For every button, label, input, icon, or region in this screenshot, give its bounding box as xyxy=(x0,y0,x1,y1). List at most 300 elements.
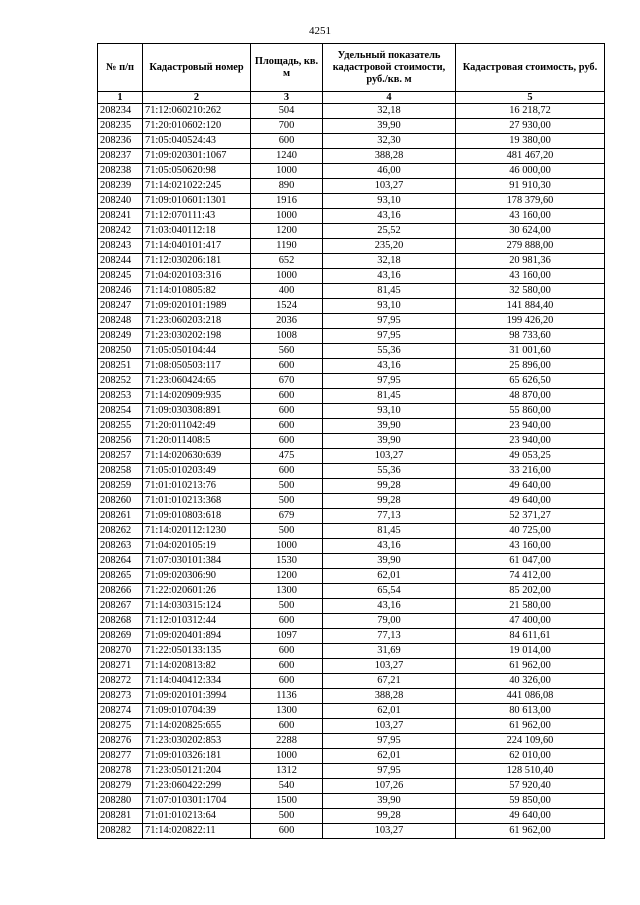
cell-cadastral-value: 23 940,00 xyxy=(456,434,605,449)
cell-row-number: 208237 xyxy=(98,149,143,164)
cell-cadastral-value: 57 920,40 xyxy=(456,779,605,794)
cell-cadastral-value: 61 962,00 xyxy=(456,659,605,674)
cell-area: 1300 xyxy=(251,704,323,719)
cell-cadastral-value: 40 326,00 xyxy=(456,674,605,689)
cell-cadastral-number: 71:05:050104:44 xyxy=(143,344,251,359)
table-row xyxy=(98,149,605,164)
cell-cadastral-number: 71:05:040524:43 xyxy=(143,134,251,149)
cell-specific-value: 43,16 xyxy=(323,209,456,224)
cell-row-number: 208238 xyxy=(98,164,143,179)
cell-area: 560 xyxy=(251,344,323,359)
table-row xyxy=(98,659,605,674)
cell-row-number: 208260 xyxy=(98,494,143,509)
cell-cadastral-value: 55 860,00 xyxy=(456,404,605,419)
cell-row-number: 208280 xyxy=(98,794,143,809)
cell-area: 2036 xyxy=(251,314,323,329)
cell-cadastral-number: 71:09:020101:1989 xyxy=(143,299,251,314)
table-row xyxy=(98,764,605,779)
cell-cadastral-number: 71:01:010213:76 xyxy=(143,479,251,494)
header-row-number: № п/п xyxy=(98,44,143,92)
cell-specific-value: 39,90 xyxy=(323,794,456,809)
cell-specific-value: 62,01 xyxy=(323,569,456,584)
cell-area: 600 xyxy=(251,404,323,419)
cell-specific-value: 97,95 xyxy=(323,329,456,344)
cell-specific-value: 388,28 xyxy=(323,149,456,164)
cell-area: 600 xyxy=(251,644,323,659)
cell-specific-value: 97,95 xyxy=(323,314,456,329)
cell-row-number: 208249 xyxy=(98,329,143,344)
table-row xyxy=(98,719,605,734)
cell-cadastral-number: 71:14:030315:124 xyxy=(143,599,251,614)
cell-row-number: 208282 xyxy=(98,824,143,839)
cell-specific-value: 62,01 xyxy=(323,704,456,719)
cell-cadastral-number: 71:14:020909:935 xyxy=(143,389,251,404)
table-row xyxy=(98,179,605,194)
cell-specific-value: 77,13 xyxy=(323,629,456,644)
cell-row-number: 208242 xyxy=(98,224,143,239)
table-row xyxy=(98,734,605,749)
cell-area: 600 xyxy=(251,419,323,434)
cell-specific-value: 32,30 xyxy=(323,134,456,149)
cell-area: 1000 xyxy=(251,539,323,554)
table-row xyxy=(98,134,605,149)
cell-row-number: 208262 xyxy=(98,524,143,539)
cell-row-number: 208257 xyxy=(98,449,143,464)
cell-cadastral-value: 279 888,00 xyxy=(456,239,605,254)
cell-cadastral-number: 71:09:020301:1067 xyxy=(143,149,251,164)
cell-row-number: 208263 xyxy=(98,539,143,554)
cell-cadastral-value: 16 218,72 xyxy=(456,104,605,119)
cell-row-number: 208253 xyxy=(98,389,143,404)
cell-cadastral-value: 49 053,25 xyxy=(456,449,605,464)
header-area: Площадь, кв. м xyxy=(251,44,323,92)
cell-specific-value: 77,13 xyxy=(323,509,456,524)
cell-specific-value: 97,95 xyxy=(323,764,456,779)
cell-cadastral-value: 46 000,00 xyxy=(456,164,605,179)
cell-cadastral-value: 74 412,00 xyxy=(456,569,605,584)
cell-specific-value: 55,36 xyxy=(323,344,456,359)
cadastral-value-table xyxy=(97,43,605,839)
cell-specific-value: 388,28 xyxy=(323,689,456,704)
cell-cadastral-number: 71:04:020105:19 xyxy=(143,539,251,554)
table-row xyxy=(98,824,605,839)
table-row xyxy=(98,404,605,419)
cell-area: 600 xyxy=(251,674,323,689)
cell-specific-value: 103,27 xyxy=(323,179,456,194)
cell-specific-value: 97,95 xyxy=(323,734,456,749)
cell-cadastral-number: 71:22:020601:26 xyxy=(143,584,251,599)
table-row xyxy=(98,539,605,554)
header-specific-value: Удельный показатель кадастровой стоимости, руб./кв. м xyxy=(323,44,456,92)
cell-cadastral-number: 71:14:020825:655 xyxy=(143,719,251,734)
cell-specific-value: 39,90 xyxy=(323,554,456,569)
cell-cadastral-number: 71:08:050503:117 xyxy=(143,359,251,374)
cell-specific-value: 235,20 xyxy=(323,239,456,254)
cell-cadastral-number: 71:14:020822:11 xyxy=(143,824,251,839)
cell-area: 1200 xyxy=(251,569,323,584)
cell-row-number: 208267 xyxy=(98,599,143,614)
column-index: 5 xyxy=(456,92,605,104)
cell-cadastral-number: 71:09:030308:891 xyxy=(143,404,251,419)
cell-row-number: 208247 xyxy=(98,299,143,314)
cell-area: 500 xyxy=(251,494,323,509)
cell-specific-value: 55,36 xyxy=(323,464,456,479)
column-index: 3 xyxy=(251,92,323,104)
cell-specific-value: 25,52 xyxy=(323,224,456,239)
cell-cadastral-value: 61 047,00 xyxy=(456,554,605,569)
cell-specific-value: 79,00 xyxy=(323,614,456,629)
cell-area: 600 xyxy=(251,434,323,449)
cell-specific-value: 46,00 xyxy=(323,164,456,179)
table-body xyxy=(98,104,605,839)
table-row xyxy=(98,674,605,689)
table-row xyxy=(98,749,605,764)
cell-area: 500 xyxy=(251,524,323,539)
cell-cadastral-value: 19 380,00 xyxy=(456,134,605,149)
cell-cadastral-value: 25 896,00 xyxy=(456,359,605,374)
table-row xyxy=(98,329,605,344)
cell-row-number: 208254 xyxy=(98,404,143,419)
cell-cadastral-value: 47 400,00 xyxy=(456,614,605,629)
cell-cadastral-number: 71:20:011042:49 xyxy=(143,419,251,434)
cell-cadastral-number: 71:23:030202:853 xyxy=(143,734,251,749)
cell-specific-value: 103,27 xyxy=(323,449,456,464)
cell-row-number: 208234 xyxy=(98,104,143,119)
cell-cadastral-value: 61 962,00 xyxy=(456,824,605,839)
table-row xyxy=(98,449,605,464)
cell-specific-value: 81,45 xyxy=(323,389,456,404)
cell-area: 1300 xyxy=(251,584,323,599)
table-row xyxy=(98,239,605,254)
table-row xyxy=(98,299,605,314)
table-row xyxy=(98,389,605,404)
cell-area: 600 xyxy=(251,659,323,674)
cell-row-number: 208279 xyxy=(98,779,143,794)
column-index: 2 xyxy=(143,92,251,104)
cell-row-number: 208281 xyxy=(98,809,143,824)
cell-row-number: 208236 xyxy=(98,134,143,149)
cell-cadastral-value: 27 930,00 xyxy=(456,119,605,134)
cell-cadastral-number: 71:23:060422:299 xyxy=(143,779,251,794)
cell-area: 500 xyxy=(251,809,323,824)
table-row xyxy=(98,644,605,659)
cell-specific-value: 103,27 xyxy=(323,824,456,839)
cell-specific-value: 99,28 xyxy=(323,494,456,509)
cell-area: 1190 xyxy=(251,239,323,254)
cell-cadastral-value: 40 725,00 xyxy=(456,524,605,539)
cell-specific-value: 32,18 xyxy=(323,254,456,269)
table-row xyxy=(98,779,605,794)
cell-cadastral-number: 71:09:010704:39 xyxy=(143,704,251,719)
cell-cadastral-number: 71:12:060210:262 xyxy=(143,104,251,119)
cell-area: 540 xyxy=(251,779,323,794)
cell-row-number: 208272 xyxy=(98,674,143,689)
cell-row-number: 208239 xyxy=(98,179,143,194)
cell-row-number: 208265 xyxy=(98,569,143,584)
cell-area: 500 xyxy=(251,479,323,494)
table-row xyxy=(98,464,605,479)
column-index-row xyxy=(98,92,605,104)
cell-area: 652 xyxy=(251,254,323,269)
cell-row-number: 208258 xyxy=(98,464,143,479)
cell-cadastral-value: 31 001,60 xyxy=(456,344,605,359)
cell-row-number: 208251 xyxy=(98,359,143,374)
table-row xyxy=(98,704,605,719)
cell-cadastral-value: 52 371,27 xyxy=(456,509,605,524)
table-row xyxy=(98,509,605,524)
cell-cadastral-value: 128 510,40 xyxy=(456,764,605,779)
table-row xyxy=(98,209,605,224)
table-row xyxy=(98,164,605,179)
cell-cadastral-number: 71:01:010213:64 xyxy=(143,809,251,824)
cell-specific-value: 43,16 xyxy=(323,269,456,284)
cell-cadastral-value: 481 467,20 xyxy=(456,149,605,164)
cell-area: 1136 xyxy=(251,689,323,704)
cell-cadastral-value: 441 086,08 xyxy=(456,689,605,704)
cell-area: 1008 xyxy=(251,329,323,344)
cell-area: 600 xyxy=(251,389,323,404)
cell-cadastral-number: 71:01:010213:368 xyxy=(143,494,251,509)
cell-cadastral-number: 71:14:020112:1230 xyxy=(143,524,251,539)
cell-row-number: 208256 xyxy=(98,434,143,449)
cell-cadastral-value: 65 626,50 xyxy=(456,374,605,389)
cell-specific-value: 103,27 xyxy=(323,659,456,674)
cell-row-number: 208270 xyxy=(98,644,143,659)
table-row xyxy=(98,614,605,629)
cell-cadastral-value: 20 981,36 xyxy=(456,254,605,269)
cell-cadastral-value: 84 611,61 xyxy=(456,629,605,644)
cell-cadastral-number: 71:09:020401:894 xyxy=(143,629,251,644)
cell-cadastral-value: 91 910,30 xyxy=(456,179,605,194)
cell-cadastral-value: 43 160,00 xyxy=(456,539,605,554)
table-row xyxy=(98,359,605,374)
cell-row-number: 208252 xyxy=(98,374,143,389)
cell-specific-value: 65,54 xyxy=(323,584,456,599)
cell-cadastral-value: 61 962,00 xyxy=(456,719,605,734)
cell-cadastral-number: 71:23:050121:204 xyxy=(143,764,251,779)
cell-area: 670 xyxy=(251,374,323,389)
table-row xyxy=(98,479,605,494)
cell-row-number: 208240 xyxy=(98,194,143,209)
table-row xyxy=(98,599,605,614)
cell-area: 504 xyxy=(251,104,323,119)
cell-cadastral-value: 30 624,00 xyxy=(456,224,605,239)
cell-cadastral-number: 71:14:040412:334 xyxy=(143,674,251,689)
table-row xyxy=(98,569,605,584)
cell-cadastral-value: 62 010,00 xyxy=(456,749,605,764)
cell-cadastral-number: 71:09:020306:90 xyxy=(143,569,251,584)
cell-cadastral-value: 80 613,00 xyxy=(456,704,605,719)
cell-area: 600 xyxy=(251,359,323,374)
cell-area: 1524 xyxy=(251,299,323,314)
cell-specific-value: 93,10 xyxy=(323,404,456,419)
cell-cadastral-value: 49 640,00 xyxy=(456,479,605,494)
cell-area: 1000 xyxy=(251,209,323,224)
cell-cadastral-number: 71:14:020630:639 xyxy=(143,449,251,464)
cell-area: 1916 xyxy=(251,194,323,209)
cell-specific-value: 43,16 xyxy=(323,599,456,614)
cell-area: 1097 xyxy=(251,629,323,644)
table-header-row xyxy=(98,44,605,92)
cell-row-number: 208261 xyxy=(98,509,143,524)
cell-row-number: 208241 xyxy=(98,209,143,224)
table-row xyxy=(98,374,605,389)
cell-specific-value: 81,45 xyxy=(323,524,456,539)
cell-cadastral-number: 71:05:050620:98 xyxy=(143,164,251,179)
cell-specific-value: 67,21 xyxy=(323,674,456,689)
cell-area: 600 xyxy=(251,464,323,479)
cell-row-number: 208245 xyxy=(98,269,143,284)
cell-specific-value: 103,27 xyxy=(323,719,456,734)
table-row xyxy=(98,524,605,539)
cell-specific-value: 99,28 xyxy=(323,479,456,494)
cell-area: 475 xyxy=(251,449,323,464)
table-row xyxy=(98,689,605,704)
table-row xyxy=(98,194,605,209)
cell-row-number: 208274 xyxy=(98,704,143,719)
cell-cadastral-number: 71:09:010326:181 xyxy=(143,749,251,764)
cell-cadastral-value: 178 379,60 xyxy=(456,194,605,209)
table-row xyxy=(98,584,605,599)
cell-row-number: 208259 xyxy=(98,479,143,494)
cell-cadastral-number: 71:23:060203:218 xyxy=(143,314,251,329)
cell-row-number: 208276 xyxy=(98,734,143,749)
cell-row-number: 208273 xyxy=(98,689,143,704)
cell-area: 1240 xyxy=(251,149,323,164)
cell-specific-value: 43,16 xyxy=(323,359,456,374)
header-cadastral-number: Кадастровый номер xyxy=(143,44,251,92)
cell-area: 600 xyxy=(251,134,323,149)
cell-specific-value: 97,95 xyxy=(323,374,456,389)
cell-cadastral-number: 71:03:040112:18 xyxy=(143,224,251,239)
table-row xyxy=(98,269,605,284)
cell-cadastral-value: 59 850,00 xyxy=(456,794,605,809)
cell-cadastral-value: 48 870,00 xyxy=(456,389,605,404)
cell-specific-value: 32,18 xyxy=(323,104,456,119)
table-row xyxy=(98,809,605,824)
cell-area: 1200 xyxy=(251,224,323,239)
table-row xyxy=(98,284,605,299)
cell-cadastral-number: 71:12:070111:43 xyxy=(143,209,251,224)
cell-specific-value: 81,45 xyxy=(323,284,456,299)
page-number: 4251 xyxy=(309,25,331,37)
cell-row-number: 208268 xyxy=(98,614,143,629)
cell-row-number: 208269 xyxy=(98,629,143,644)
cell-area: 600 xyxy=(251,719,323,734)
cell-cadastral-value: 33 216,00 xyxy=(456,464,605,479)
cell-cadastral-number: 71:12:030206:181 xyxy=(143,254,251,269)
cell-cadastral-value: 32 580,00 xyxy=(456,284,605,299)
cell-row-number: 208278 xyxy=(98,764,143,779)
cell-area: 1000 xyxy=(251,749,323,764)
cell-area: 1530 xyxy=(251,554,323,569)
cell-cadastral-number: 71:22:050133:135 xyxy=(143,644,251,659)
cell-area: 500 xyxy=(251,599,323,614)
cell-cadastral-value: 21 580,00 xyxy=(456,599,605,614)
cell-specific-value: 99,28 xyxy=(323,809,456,824)
table-row xyxy=(98,629,605,644)
table-row xyxy=(98,254,605,269)
cell-cadastral-value: 49 640,00 xyxy=(456,809,605,824)
cell-area: 600 xyxy=(251,824,323,839)
cell-cadastral-number: 71:20:010602:120 xyxy=(143,119,251,134)
header-cadastral-value: Кадастровая стоимость, руб. xyxy=(456,44,605,92)
cell-specific-value: 31,69 xyxy=(323,644,456,659)
cell-area: 890 xyxy=(251,179,323,194)
cell-row-number: 208235 xyxy=(98,119,143,134)
cell-cadastral-value: 98 733,60 xyxy=(456,329,605,344)
cell-area: 1312 xyxy=(251,764,323,779)
cell-area: 1000 xyxy=(251,164,323,179)
cell-cadastral-number: 71:07:030101:384 xyxy=(143,554,251,569)
cell-row-number: 208266 xyxy=(98,584,143,599)
cell-cadastral-number: 71:12:010312:44 xyxy=(143,614,251,629)
cell-area: 700 xyxy=(251,119,323,134)
cell-cadastral-number: 71:09:010803:618 xyxy=(143,509,251,524)
table-row xyxy=(98,494,605,509)
cell-row-number: 208244 xyxy=(98,254,143,269)
cell-area: 400 xyxy=(251,284,323,299)
cell-row-number: 208246 xyxy=(98,284,143,299)
cell-cadastral-value: 49 640,00 xyxy=(456,494,605,509)
cell-cadastral-value: 141 884,40 xyxy=(456,299,605,314)
table-row xyxy=(98,224,605,239)
cell-row-number: 208248 xyxy=(98,314,143,329)
cell-specific-value: 43,16 xyxy=(323,539,456,554)
cell-cadastral-number: 71:14:020813:82 xyxy=(143,659,251,674)
cell-cadastral-value: 19 014,00 xyxy=(456,644,605,659)
cell-area: 1000 xyxy=(251,269,323,284)
cell-row-number: 208277 xyxy=(98,749,143,764)
cell-cadastral-number: 71:14:040101:417 xyxy=(143,239,251,254)
cell-cadastral-number: 71:04:020103:316 xyxy=(143,269,251,284)
cell-cadastral-value: 224 109,60 xyxy=(456,734,605,749)
table-row xyxy=(98,419,605,434)
table-row xyxy=(98,434,605,449)
cell-cadastral-number: 71:23:060424:65 xyxy=(143,374,251,389)
cell-specific-value: 93,10 xyxy=(323,194,456,209)
cell-cadastral-number: 71:20:011408:5 xyxy=(143,434,251,449)
cell-area: 679 xyxy=(251,509,323,524)
cell-cadastral-value: 23 940,00 xyxy=(456,419,605,434)
cell-area: 1500 xyxy=(251,794,323,809)
cell-cadastral-value: 43 160,00 xyxy=(456,269,605,284)
cell-cadastral-value: 85 202,00 xyxy=(456,584,605,599)
cell-cadastral-number: 71:23:030202:198 xyxy=(143,329,251,344)
cell-specific-value: 39,90 xyxy=(323,434,456,449)
cell-row-number: 208255 xyxy=(98,419,143,434)
table-row xyxy=(98,554,605,569)
cell-row-number: 208250 xyxy=(98,344,143,359)
cell-specific-value: 39,90 xyxy=(323,419,456,434)
cell-cadastral-number: 71:05:010203:49 xyxy=(143,464,251,479)
cell-row-number: 208275 xyxy=(98,719,143,734)
cell-row-number: 208271 xyxy=(98,659,143,674)
table-row xyxy=(98,344,605,359)
cell-specific-value: 107,26 xyxy=(323,779,456,794)
table-row xyxy=(98,314,605,329)
cell-cadastral-value: 43 160,00 xyxy=(456,209,605,224)
cell-cadastral-number: 71:14:010805:82 xyxy=(143,284,251,299)
column-index: 4 xyxy=(323,92,456,104)
cell-specific-value: 39,90 xyxy=(323,119,456,134)
table-row xyxy=(98,104,605,119)
cell-specific-value: 93,10 xyxy=(323,299,456,314)
cell-area: 600 xyxy=(251,614,323,629)
cell-cadastral-number: 71:09:020101:3994 xyxy=(143,689,251,704)
cell-cadastral-number: 71:14:021022:245 xyxy=(143,179,251,194)
table-row xyxy=(98,794,605,809)
